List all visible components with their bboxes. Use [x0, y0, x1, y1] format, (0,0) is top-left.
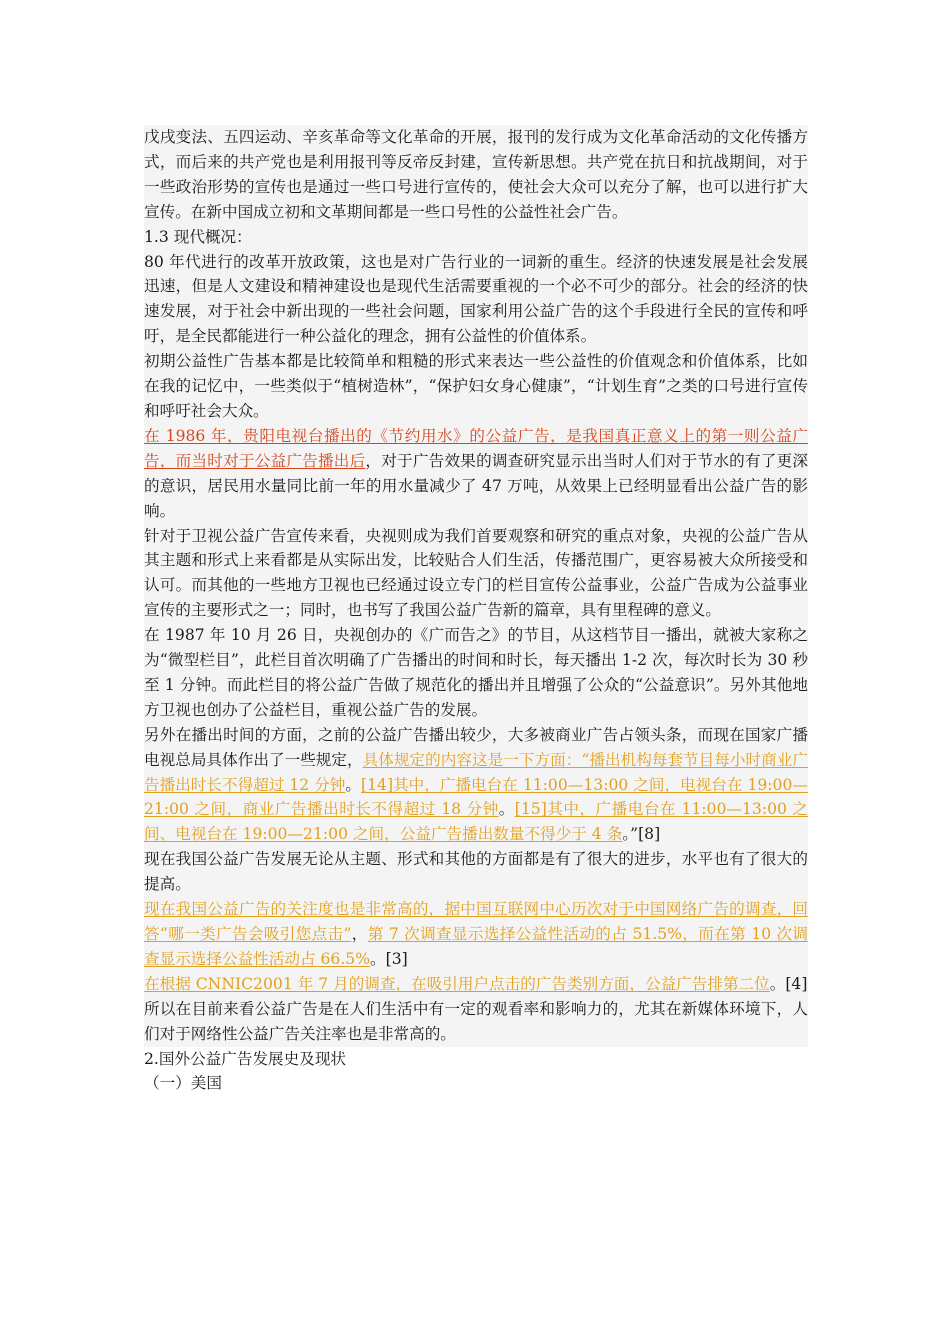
paragraph-early-ads: 初期公益性广告基本都是比较简单和粗糙的形式来表达一些公益性的价值观念和价值体系，比如在我的记忆中，一些类似于“植树造林”，“保护妇女身心健康”，“计划生育”之类的口号进行宣传和呼吁社会大众。	[144, 349, 808, 424]
paragraph-cctv: 针对于卫视公益广告宣传来看，央视则成为我们首要观察和研究的重点对象，央视的公益广告从其主题和形式上来看都是从实际出发，比较贴合人们生活，传播范围广，更容易被大众所接受和认可。而其他的一些地方卫视也已经通过设立专门的栏目宣传公益事业，公益广告成为公益事业宣传的主要形式之一；同时，也书写了我国公益广告新的篇章，具有里程碑的意义。	[144, 524, 808, 624]
paragraph-cnnic	[144, 972, 808, 997]
document-body	[144, 125, 808, 1096]
punct-1: 。	[345, 775, 362, 794]
paragraph-1986	[144, 424, 808, 524]
punct-2: 。	[498, 800, 515, 819]
highlight-cnnic: 在根据 CNNIC2001 年 7 月的调查，在吸引用户点击的广告类别方面，公益广告排第二位	[144, 974, 770, 993]
citation-3: 。[3]	[370, 949, 408, 968]
paragraph-reform: 80 年代进行的改革开放政策，这也是对广告行业的一词新的重生。经济的快速发展是社会发展迅速，但是人文建设和精神建设也是现代生活需要重视的一个必不可少的部分。社会的经济的快速发展，对于社会中新出现的一些社会问题，国家利用公益广告的这个手段进行全民的宣传和呼吁，是全民都能进行一种公益化的理念，拥有公益性的价值体系。	[144, 250, 808, 350]
highlight-rule-18min: [14]其中，广播电台在 11:00—13:00 之间，电视台在 19:00—21:00 之间，商业广告播出时长不得超过 18 分钟	[144, 775, 808, 819]
citation-8: 。”[8]	[622, 825, 661, 844]
paragraph-1986-rest: ，对于广告效果的调查研究显示出当时人们对于节水的有了更深的意识，居民用水量同比前一年的用水量减少了 47 万吨，从效果上已经明显看出公益广告的影响。	[144, 451, 808, 520]
highlight-rule-12min: 具体规定的内容这是一下方面：“播出机构每套节目每小时商业广告播出时长不得超过 12 分钟	[144, 750, 808, 794]
highlight-rule-4ads: [15]其中，广播电台在 11:00—13:00 之间、电视台在 19:00—21:00 之间，公益广告播出数量不得少于 4 条	[144, 800, 808, 844]
broadcast-rules-intro: 另外在播出时间的方面，之前的公益广告播出较少，大多被商业广告占领头条，而现在国家广播电视总局具体作出了一些规定，	[144, 725, 808, 769]
highlight-survey-results: 第 7 次调查显示选择公益性活动的占 51.5%，而在第 10 次调查显示选择公益性活动占 66.5%	[144, 925, 808, 968]
paragraph-1987: 在 1987 年 10 月 26 日，央视创办的《广而告之》的节目，从这档节目一播出，就被大家称之为“微型栏目”，此栏目首次明确了广告播出的时间和时长，每天播出 1-2 次，每次时长为 30 秒至 1 分钟。而此栏目的将公益广告做了规范化的播出并且增强了公众的“公益意识”。另外其他地方卫视也创办了公益栏目，重视公益广告的发展。	[144, 623, 808, 723]
subsection-heading-usa: （一）美国	[144, 1074, 222, 1093]
paragraph-progress: 现在我国公益广告发展无论从主题、形式和其他的方面都是有了很大的进步，水平也有了很大的提高。	[144, 847, 808, 897]
paragraph-history: 戊戌变法、五四运动、辛亥革命等文化革命的开展，报刊的发行成为文化革命活动的文化传播方式，而后来的共产党也是利用报刊等反帝反封建，宣传新思想。共产党在抗日和抗战期间，对于一些政治形势的宣传也是通过一些口号进行宣传的，使社会大众可以充分了解，也可以进行扩大宣传。在新中国成立初和文革期间都是一些口号性的公益性社会广告。	[144, 125, 808, 225]
highlight-survey-question: 现在我国公益广告的关注度也是非常高的，据中国互联网中心历次对于中国网络广告的调查，回答“哪一类广告会吸引您点击”	[144, 900, 808, 943]
paragraph-broadcast-rules	[144, 723, 808, 848]
section-heading-1-3: 1.3 现代概况：	[144, 225, 808, 250]
section-heading-2: 2.国外公益广告发展史及现状	[144, 1049, 347, 1068]
citation-4: 。[4]	[769, 974, 808, 993]
punct-3: ，	[351, 925, 368, 943]
paragraph-conclusion: 所以在目前来看公益广告是在人们生活中有一定的观看率和影响力的，尤其在新媒体环境下，人们对于网络性公益广告关注率也是非常高的。	[144, 997, 808, 1047]
paragraph-attention	[144, 897, 808, 972]
highlight-red-1986: 在 1986 年，贵阳电视台播出的《节约用水》的公益广告，是我国真正意义上的第一则公益广告，而当时对于公益广告播出后	[144, 426, 808, 470]
